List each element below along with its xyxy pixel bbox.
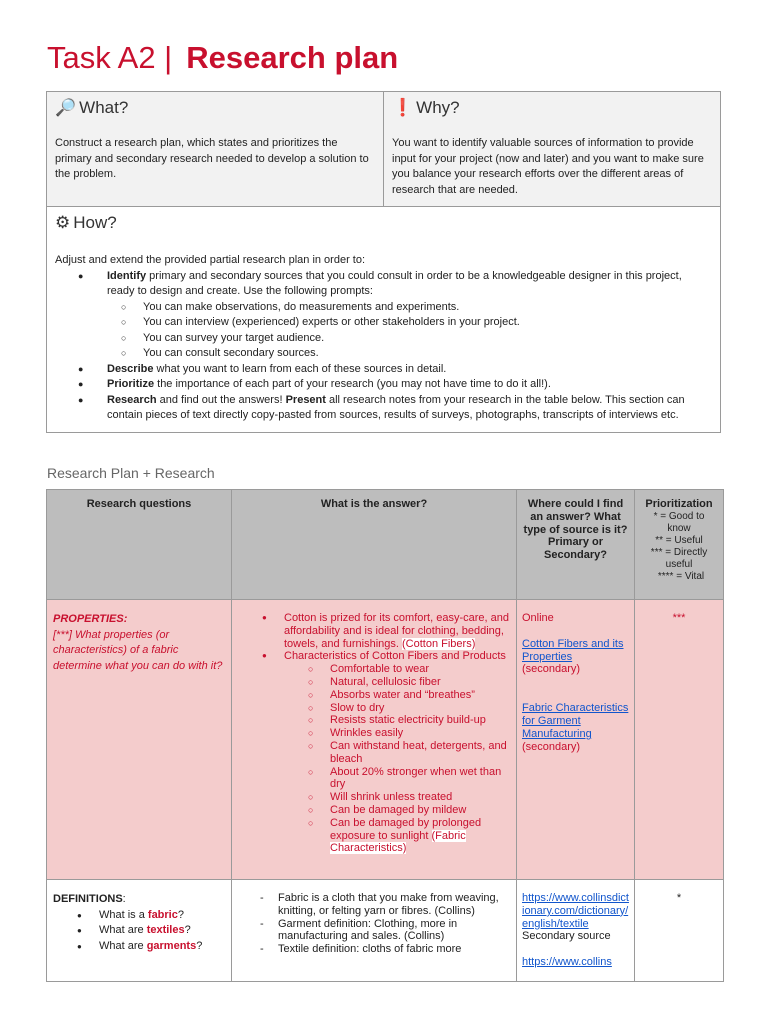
what-text: Construct a research plan, which states and prioritizes the primary and secondary research needed to develop a solution to the problem.: [55, 137, 369, 180]
how-cell: [47, 207, 721, 433]
what-cell: [47, 92, 384, 207]
question-cell: DEFINITIONS: ● What is a fabric? ● What are textiles? ● What are garments?: [47, 880, 232, 982]
col-header-answer: What is the answer?: [232, 490, 517, 600]
prompt-item: ○ You can make observations, do measurements and experiments.: [143, 300, 712, 316]
prompt-item: ○ You can survey your target audience.: [143, 331, 712, 347]
how-step-describe: ● Describe what you want to learn from each of these sources in detail.: [99, 362, 712, 378]
source-link-collins-2[interactable]: https://www.collins: [522, 956, 612, 969]
col-header-questions: Research questions: [47, 490, 232, 600]
col-header-source: Where could I find an answer? What type of source is it? Primary or Secondary?: [517, 490, 635, 600]
why-label: Why?: [416, 98, 460, 117]
magnifier-icon: 🔎: [55, 98, 77, 117]
source-cell: Online Cotton Fibers and its Properties (secondary) Fabric Characteristics for Garment Manufacturing (secondary): [517, 600, 635, 880]
research-plan-table: [46, 489, 724, 982]
title-text: Research plan: [186, 40, 399, 75]
how-step-prioritize: ● Prioritize the importance of each part of your research (you may not have time to do it all!).: [99, 377, 712, 393]
how-steps: [55, 269, 712, 424]
prompt-item: ○ You can interview (experienced) experts or other stakeholders in your project.: [143, 315, 712, 331]
prompt-item: ○ You can consult secondary sources.: [143, 346, 712, 362]
why-cell: [384, 92, 721, 207]
answer-cell: [232, 600, 517, 880]
source-link-cotton[interactable]: Cotton Fibers and its Properties: [522, 637, 624, 663]
how-step-research: ● Research and find out the answers! Present all research notes from your research in the table below. This section can contain pieces of text directly copy-pasted from sources, results of surveys, photographs, transcripts of interviews etc.: [99, 393, 712, 424]
source-link-collins[interactable]: https://www.collinsdictionary.com/dictionary/english/textile: [522, 892, 629, 930]
question-cell: PROPERTIES: [***] What properties (or characteristics) of a fabric determine what you can do with it?: [47, 600, 232, 880]
prio-cell: *: [635, 880, 724, 982]
how-intro: Adjust and extend the provided partial research plan in order to:: [55, 254, 366, 266]
prompt-list: [107, 300, 712, 362]
exclamation-icon: ❗: [392, 98, 414, 117]
table-row: [47, 600, 724, 880]
prio-cell: ***: [635, 600, 724, 880]
why-text: You want to identify valuable sources of information to provide input for your project (now and later) and you want to make sure you balance your research efforts over the different areas of research that are needed.: [392, 137, 704, 196]
how-label: How?: [73, 213, 117, 232]
instructions-table: [46, 91, 721, 433]
answer-cell: - Fabric is a cloth that you make from weaving, knitting, or felting yarn or fibres. (Collins) - Garment definition: Clothing, more in manufacturing and sales. (Collins) - Textile definition: cloths of fabric more: [232, 880, 517, 982]
source-cell: https://www.collinsdictionary.com/dictionary/english/textile Secondary source https://www.collins: [517, 880, 635, 982]
col-header-prio: Prioritization * = Good to know ** = Useful *** = Directly useful **** = Vital: [635, 490, 724, 600]
task-label: Task A2 |: [47, 40, 173, 75]
table-header-row: [47, 490, 724, 600]
page-title: [47, 40, 398, 76]
list-item: ● Characteristics of Cotton Fibers and Products ○ Comfortable to wear ○ Natural, cellulosic fiber ○ Absorbs water and “breathes” ○ Slow to dry ○ Resists static electricity build-up ○ Wrinkles easily ○ Can withstand heat, detergents, and bleach ○ About 20% stronger when wet than dry ○ Will shrink unless treated ○ Can be damaged by mildew ○ Can be damaged by prolonged exposure to sunlight (Fabric Characteristics): [284, 650, 510, 855]
gear-icon: ⚙: [55, 213, 71, 232]
source-link-fabric[interactable]: Fabric Characteristics for Garment Manufacturing: [522, 702, 629, 740]
list-item: ● Cotton is prized for its comfort, easy-care, and affordability and is ideal for clothing, bedding, towels, and furnishings. (Cotton Fibers): [284, 612, 510, 650]
what-label: What?: [79, 98, 129, 117]
table-row: [47, 880, 724, 982]
section-title: Research Plan + Research: [47, 465, 215, 481]
how-step-identify: ● Identify primary and secondary sources that you could consult in order to be a knowledgeable designer in this project, ready to design and create. Use the following prompts: ○ You can make observations, do measurements and experiments. ○ You can interview (experienced) experts or other stakeholders in your project. ○ You can survey your target audience. ○ You can consult secondary sources.: [99, 269, 712, 362]
